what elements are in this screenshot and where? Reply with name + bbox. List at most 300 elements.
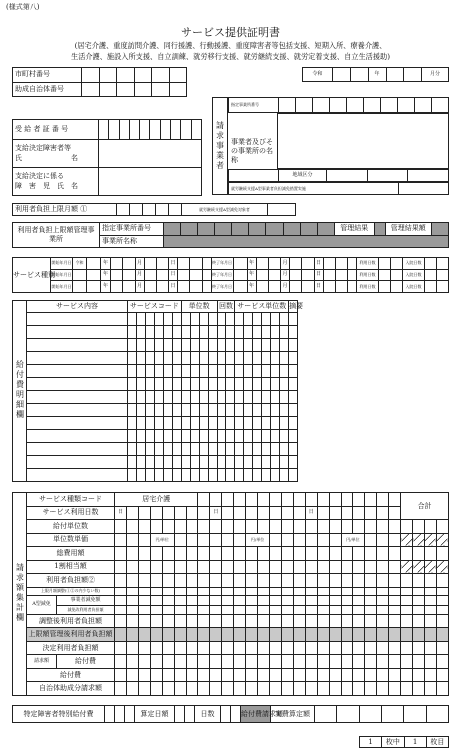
calc-cell[interactable] xyxy=(413,628,425,642)
detail-cell[interactable] xyxy=(163,313,172,326)
calc-cell[interactable] xyxy=(341,668,353,682)
calc-cell[interactable] xyxy=(305,574,317,588)
calc-cell[interactable] xyxy=(329,547,341,561)
detail-cell[interactable] xyxy=(199,313,208,326)
calc-cell[interactable] xyxy=(389,547,401,561)
digit-cell[interactable] xyxy=(82,82,100,97)
detail-cell[interactable] xyxy=(253,468,262,481)
calc-cell[interactable] xyxy=(424,614,436,628)
detail-cell[interactable] xyxy=(235,468,244,481)
calc-cell[interactable] xyxy=(246,520,258,534)
calc-cell[interactable] xyxy=(293,614,305,628)
calc-cell[interactable] xyxy=(353,668,365,682)
digit-cell[interactable] xyxy=(300,223,317,236)
calc-cell[interactable] xyxy=(353,520,365,534)
calc-cell[interactable] xyxy=(436,520,448,534)
detail-cell[interactable] xyxy=(244,416,253,429)
calc-cell[interactable] xyxy=(269,533,281,547)
calc-cell[interactable] xyxy=(198,628,210,642)
calc-cell[interactable] xyxy=(115,560,127,574)
detail-cell[interactable] xyxy=(244,468,253,481)
calc-cell[interactable] xyxy=(329,506,341,520)
digit-cell[interactable] xyxy=(347,98,364,113)
detail-cell[interactable] xyxy=(226,429,235,442)
calc-cell[interactable] xyxy=(341,520,353,534)
detail-cell[interactable] xyxy=(289,429,298,442)
detail-cell[interactable] xyxy=(289,416,298,429)
calc-cell[interactable] xyxy=(186,606,198,614)
detail-cell[interactable] xyxy=(136,338,145,351)
detail-cell[interactable] xyxy=(154,390,163,403)
calc-cell[interactable] xyxy=(258,641,270,655)
detail-cell[interactable] xyxy=(154,351,163,364)
detail-cell[interactable] xyxy=(253,325,262,338)
calc-cell[interactable] xyxy=(413,682,425,696)
calc-cell[interactable] xyxy=(424,682,436,696)
calc-cell[interactable] xyxy=(365,560,377,574)
detail-cell[interactable] xyxy=(253,338,262,351)
detail-cell[interactable] xyxy=(226,442,235,455)
calc-cell[interactable] xyxy=(162,547,174,561)
detail-cell[interactable] xyxy=(208,390,217,403)
calc-cell[interactable] xyxy=(222,596,234,606)
c[interactable] xyxy=(323,281,335,293)
calc-cell[interactable] xyxy=(281,506,293,520)
detail-cell[interactable] xyxy=(253,390,262,403)
detail-cell[interactable] xyxy=(208,403,217,416)
calc-cell[interactable] xyxy=(174,574,186,588)
detail-cell[interactable] xyxy=(253,429,262,442)
c[interactable] xyxy=(233,258,247,270)
calc-cell[interactable] xyxy=(305,614,317,628)
detail-cell[interactable] xyxy=(235,313,244,326)
detail-cell[interactable] xyxy=(172,390,181,403)
calc-cell[interactable] xyxy=(269,606,281,614)
c[interactable] xyxy=(268,269,280,281)
calc-cell[interactable] xyxy=(365,493,377,507)
detail-cell[interactable] xyxy=(181,429,190,442)
digit-cell[interactable] xyxy=(117,82,135,97)
calc-cell[interactable] xyxy=(234,596,246,606)
calc-cell[interactable] xyxy=(365,506,377,520)
detail-cell[interactable] xyxy=(154,416,163,429)
calc-cell[interactable] xyxy=(317,655,329,669)
calc-cell[interactable] xyxy=(413,587,425,595)
calc-cell[interactable] xyxy=(138,547,150,561)
detail-cell[interactable] xyxy=(217,403,226,416)
calc-cell[interactable] xyxy=(281,587,293,595)
detail-cell[interactable] xyxy=(172,403,181,416)
calc-cell[interactable] xyxy=(174,560,186,574)
calc-cell[interactable] xyxy=(413,614,425,628)
c[interactable] xyxy=(323,258,335,270)
calc-cell[interactable] xyxy=(246,596,258,606)
c[interactable] xyxy=(315,706,337,723)
calc-cell[interactable] xyxy=(115,606,127,614)
calc-cell[interactable] xyxy=(293,606,305,614)
detail-cell[interactable] xyxy=(163,429,172,442)
calc-cell[interactable] xyxy=(246,628,258,642)
calc-cell[interactable] xyxy=(293,506,305,520)
digit-cell[interactable] xyxy=(164,223,181,236)
c[interactable] xyxy=(391,258,403,270)
calc-cell[interactable] xyxy=(246,668,258,682)
calc-cell[interactable] xyxy=(413,520,425,534)
calc-cell[interactable] xyxy=(222,506,234,520)
calc-cell[interactable] xyxy=(281,520,293,534)
detail-cell[interactable] xyxy=(262,429,271,442)
calc-cell[interactable] xyxy=(377,506,389,520)
calc-cell[interactable] xyxy=(174,533,186,547)
detail-cell[interactable] xyxy=(199,390,208,403)
calc-cell[interactable] xyxy=(258,587,270,595)
region-cell[interactable] xyxy=(327,170,368,182)
calc-cell[interactable] xyxy=(281,560,293,574)
detail-cell[interactable] xyxy=(145,313,154,326)
digit-cell[interactable] xyxy=(169,82,187,97)
calc-cell[interactable] xyxy=(115,668,127,682)
detail-cell[interactable] xyxy=(226,364,235,377)
calc-cell[interactable] xyxy=(269,574,281,588)
calc-cell[interactable] xyxy=(341,596,353,606)
detail-cell[interactable] xyxy=(226,390,235,403)
detail-cell[interactable] xyxy=(208,351,217,364)
c[interactable] xyxy=(221,706,231,723)
calc-cell[interactable] xyxy=(210,574,222,588)
detail-cell[interactable] xyxy=(244,390,253,403)
calc-cell[interactable] xyxy=(186,520,198,534)
c[interactable] xyxy=(268,281,280,293)
detail-cell[interactable] xyxy=(128,313,137,326)
calc-cell[interactable] xyxy=(329,520,341,534)
detail-cell[interactable] xyxy=(262,338,271,351)
detail-cell[interactable] xyxy=(244,403,253,416)
calc-cell[interactable] xyxy=(401,574,413,588)
digit-cell[interactable] xyxy=(109,120,119,140)
calc-cell[interactable] xyxy=(222,587,234,595)
digit-cell[interactable] xyxy=(130,204,143,216)
calc-cell[interactable] xyxy=(222,655,234,669)
c[interactable] xyxy=(111,281,123,293)
calc-cell[interactable] xyxy=(353,547,365,561)
calc-cell[interactable] xyxy=(365,655,377,669)
calc-cell[interactable] xyxy=(198,606,210,614)
detail-cell[interactable] xyxy=(199,351,208,364)
calc-cell[interactable] xyxy=(174,641,186,655)
calc-cell[interactable] xyxy=(436,655,448,669)
calc-cell[interactable] xyxy=(186,668,198,682)
detail-cell[interactable] xyxy=(145,468,154,481)
digit-cell[interactable] xyxy=(330,98,347,113)
calc-cell[interactable] xyxy=(389,641,401,655)
detail-cell[interactable] xyxy=(235,325,244,338)
calc-cell[interactable] xyxy=(246,641,258,655)
detail-cell[interactable] xyxy=(172,442,181,455)
calc-cell[interactable] xyxy=(246,493,258,507)
calc-cell[interactable] xyxy=(389,533,401,547)
digit-cell[interactable] xyxy=(313,98,330,113)
calc-cell[interactable] xyxy=(258,574,270,588)
detail-cell[interactable] xyxy=(253,416,262,429)
detail-cell[interactable] xyxy=(154,325,163,338)
calc-cell[interactable] xyxy=(341,560,353,574)
calc-cell[interactable] xyxy=(317,533,329,547)
calc-cell[interactable] xyxy=(162,574,174,588)
detail-cell[interactable] xyxy=(145,338,154,351)
detail-cell[interactable] xyxy=(253,442,262,455)
detail-cell[interactable] xyxy=(262,325,271,338)
result-cell[interactable] xyxy=(374,223,385,236)
digit-cell[interactable] xyxy=(150,120,160,140)
detail-cell[interactable] xyxy=(145,377,154,390)
digit-cell[interactable] xyxy=(279,98,296,113)
detail-cell[interactable] xyxy=(271,390,280,403)
calc-cell[interactable] xyxy=(126,520,138,534)
detail-cell[interactable] xyxy=(208,455,217,468)
detail-cell[interactable] xyxy=(163,390,172,403)
digit-cell[interactable] xyxy=(160,120,170,140)
detail-cell[interactable] xyxy=(235,416,244,429)
detail-cell[interactable] xyxy=(244,351,253,364)
calc-cell[interactable] xyxy=(269,587,281,595)
calc-cell[interactable] xyxy=(281,574,293,588)
detail-cell[interactable] xyxy=(262,364,271,377)
calc-cell[interactable] xyxy=(436,628,448,642)
detail-cell[interactable] xyxy=(262,377,271,390)
calc-cell[interactable] xyxy=(389,668,401,682)
calc-cell[interactable] xyxy=(162,520,174,534)
calc-cell[interactable] xyxy=(377,614,389,628)
c[interactable] xyxy=(379,269,391,281)
y[interactable] xyxy=(87,258,101,270)
detail-cell[interactable] xyxy=(163,364,172,377)
c[interactable] xyxy=(190,269,202,281)
c[interactable] xyxy=(175,706,185,723)
detail-cell[interactable] xyxy=(154,468,163,481)
detail-cell[interactable] xyxy=(181,313,190,326)
detail-cell[interactable] xyxy=(181,455,190,468)
digit-cell[interactable] xyxy=(317,223,334,236)
digit-cell[interactable] xyxy=(140,120,150,140)
calc-cell[interactable] xyxy=(413,641,425,655)
calc-cell[interactable] xyxy=(281,533,293,547)
detail-cell[interactable] xyxy=(217,468,226,481)
calc-cell[interactable] xyxy=(281,668,293,682)
detail-cell[interactable] xyxy=(271,416,280,429)
detail-cell[interactable] xyxy=(235,351,244,364)
calc-cell[interactable] xyxy=(186,614,198,628)
calc-cell[interactable] xyxy=(424,520,436,534)
detail-cell[interactable] xyxy=(27,325,128,338)
calc-cell[interactable] xyxy=(162,668,174,682)
detail-cell[interactable] xyxy=(190,455,199,468)
detail-cell[interactable] xyxy=(128,390,137,403)
detail-cell[interactable] xyxy=(262,403,271,416)
digit-cell[interactable] xyxy=(117,204,130,216)
calc-cell[interactable] xyxy=(329,574,341,588)
calc-cell[interactable] xyxy=(150,641,162,655)
calc-cell[interactable] xyxy=(436,614,448,628)
calc-cell[interactable] xyxy=(293,596,305,606)
year-digit[interactable] xyxy=(333,68,351,82)
calc-cell[interactable] xyxy=(115,682,127,696)
calc-cell[interactable] xyxy=(413,596,425,606)
digit-cell[interactable] xyxy=(249,223,266,236)
detail-cell[interactable] xyxy=(136,429,145,442)
detail-cell[interactable] xyxy=(181,351,190,364)
calc-cell[interactable] xyxy=(293,520,305,534)
calc-cell[interactable] xyxy=(258,628,270,642)
detail-cell[interactable] xyxy=(262,455,271,468)
calc-cell[interactable] xyxy=(258,668,270,682)
detail-cell[interactable] xyxy=(217,455,226,468)
calc-cell[interactable] xyxy=(305,628,317,642)
calc-cell[interactable] xyxy=(198,560,210,574)
detail-cell[interactable] xyxy=(172,313,181,326)
calc-cell[interactable] xyxy=(138,506,150,520)
detail-cell[interactable] xyxy=(280,468,289,481)
calc-cell[interactable] xyxy=(186,682,198,696)
calc-cell[interactable] xyxy=(115,520,127,534)
c[interactable] xyxy=(231,706,241,723)
c[interactable] xyxy=(426,706,448,723)
detail-cell[interactable] xyxy=(271,338,280,351)
c[interactable] xyxy=(337,706,359,723)
calc-cell[interactable] xyxy=(365,520,377,534)
detail-cell[interactable] xyxy=(27,313,128,326)
detail-cell[interactable] xyxy=(199,364,208,377)
calc-cell[interactable] xyxy=(353,641,365,655)
month-digit[interactable] xyxy=(404,68,422,82)
detail-cell[interactable] xyxy=(190,416,199,429)
detail-cell[interactable] xyxy=(280,403,289,416)
calc-cell[interactable] xyxy=(210,655,222,669)
calc-cell[interactable] xyxy=(341,493,353,507)
detail-cell[interactable] xyxy=(181,416,190,429)
calc-cell[interactable] xyxy=(424,574,436,588)
calc-cell[interactable] xyxy=(341,614,353,628)
calc-cell[interactable] xyxy=(329,560,341,574)
calc-cell[interactable] xyxy=(269,614,281,628)
detail-cell[interactable] xyxy=(244,338,253,351)
detail-cell[interactable] xyxy=(280,338,289,351)
calc-cell[interactable] xyxy=(258,506,270,520)
calc-cell[interactable] xyxy=(424,668,436,682)
calc-cell[interactable] xyxy=(413,560,425,574)
calc-cell[interactable] xyxy=(317,668,329,682)
calc-cell[interactable] xyxy=(150,506,162,520)
detail-cell[interactable] xyxy=(217,325,226,338)
calc-cell[interactable] xyxy=(401,614,413,628)
c[interactable] xyxy=(425,258,437,270)
digit-cell[interactable] xyxy=(198,223,215,236)
calc-cell[interactable] xyxy=(424,628,436,642)
digit-cell[interactable] xyxy=(398,98,415,113)
detail-cell[interactable] xyxy=(190,351,199,364)
calc-cell[interactable] xyxy=(389,506,401,520)
guardian-name-field[interactable] xyxy=(99,140,202,168)
calc-cell[interactable] xyxy=(234,506,246,520)
c[interactable] xyxy=(379,258,391,270)
calc-cell[interactable] xyxy=(210,606,222,614)
calc-cell[interactable] xyxy=(269,493,281,507)
c[interactable] xyxy=(156,281,168,293)
calc-cell[interactable] xyxy=(126,628,138,642)
calc-cell[interactable] xyxy=(341,574,353,588)
calc-cell[interactable] xyxy=(126,547,138,561)
calc-cell[interactable] xyxy=(353,506,365,520)
detail-cell[interactable] xyxy=(235,442,244,455)
calc-cell[interactable] xyxy=(281,614,293,628)
calc-cell[interactable] xyxy=(293,682,305,696)
detail-cell[interactable] xyxy=(145,416,154,429)
c[interactable] xyxy=(437,281,449,293)
calc-cell[interactable] xyxy=(198,493,210,507)
detail-cell[interactable] xyxy=(208,468,217,481)
calc-cell[interactable] xyxy=(150,668,162,682)
calc-cell[interactable] xyxy=(234,641,246,655)
calc-cell[interactable] xyxy=(353,587,365,595)
digit-cell[interactable] xyxy=(134,82,152,97)
calc-cell[interactable] xyxy=(353,574,365,588)
detail-cell[interactable] xyxy=(280,313,289,326)
calc-cell[interactable] xyxy=(186,641,198,655)
calc-cell[interactable] xyxy=(210,560,222,574)
calc-cell[interactable] xyxy=(377,574,389,588)
calc-cell[interactable] xyxy=(341,682,353,696)
detail-cell[interactable] xyxy=(190,403,199,416)
calc-cell[interactable] xyxy=(138,655,150,669)
c[interactable] xyxy=(425,269,437,281)
detail-cell[interactable] xyxy=(172,468,181,481)
calc-cell[interactable] xyxy=(222,668,234,682)
calc-cell[interactable] xyxy=(198,574,210,588)
calc-cell[interactable] xyxy=(317,587,329,595)
calc-cell[interactable] xyxy=(293,574,305,588)
detail-cell[interactable] xyxy=(145,442,154,455)
detail-cell[interactable] xyxy=(271,313,280,326)
calc-cell[interactable] xyxy=(436,574,448,588)
detail-cell[interactable] xyxy=(199,416,208,429)
month-digit[interactable] xyxy=(386,68,404,82)
detail-cell[interactable] xyxy=(271,442,280,455)
calc-cell[interactable] xyxy=(222,547,234,561)
c[interactable] xyxy=(178,258,190,270)
detail-cell[interactable] xyxy=(217,338,226,351)
calc-cell[interactable] xyxy=(126,533,138,547)
calc-cell[interactable] xyxy=(281,596,293,606)
calc-cell[interactable] xyxy=(234,614,246,628)
detail-cell[interactable] xyxy=(226,377,235,390)
calc-cell[interactable] xyxy=(424,641,436,655)
detail-cell[interactable] xyxy=(190,377,199,390)
digit-cell[interactable] xyxy=(156,204,169,216)
detail-cell[interactable] xyxy=(262,390,271,403)
child-name-field[interactable] xyxy=(99,168,202,196)
calc-cell[interactable] xyxy=(162,560,174,574)
detail-cell[interactable] xyxy=(172,377,181,390)
calc-cell[interactable] xyxy=(234,493,246,507)
detail-cell[interactable] xyxy=(280,390,289,403)
calc-cell[interactable] xyxy=(281,493,293,507)
calc-cell[interactable] xyxy=(198,547,210,561)
calc-cell[interactable] xyxy=(115,641,127,655)
calc-cell[interactable] xyxy=(353,493,365,507)
detail-cell[interactable] xyxy=(271,403,280,416)
calc-cell[interactable] xyxy=(317,493,329,507)
detail-cell[interactable] xyxy=(208,364,217,377)
c[interactable] xyxy=(111,269,123,281)
